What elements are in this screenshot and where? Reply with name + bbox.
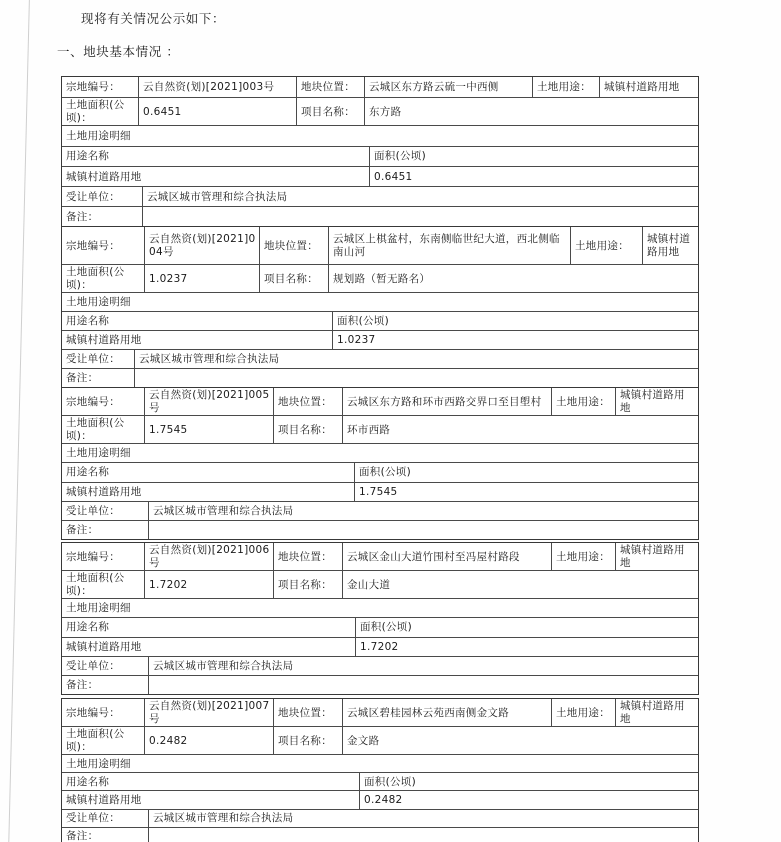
remark-label: 备注： bbox=[66, 211, 99, 224]
land-parcel-table-3 bbox=[61, 387, 699, 540]
table-row bbox=[62, 482, 698, 501]
remark-value bbox=[142, 207, 698, 226]
table-row bbox=[62, 292, 698, 311]
table-row bbox=[62, 754, 698, 772]
parcel-no-value: 云自然资(划)[2021]005号 bbox=[144, 388, 273, 415]
project-label: 项目名称： bbox=[259, 265, 328, 292]
use-area-value: 1.0237 bbox=[332, 331, 698, 349]
use-area-value: 1.7545 bbox=[354, 483, 698, 501]
parcel-no-label: 宗地编号： bbox=[66, 81, 120, 94]
location-label: 地块位置： bbox=[273, 699, 342, 726]
table-row bbox=[62, 146, 698, 166]
project-label: 项目名称： bbox=[273, 416, 342, 443]
table-row bbox=[62, 520, 698, 539]
table-row bbox=[62, 227, 698, 264]
project-value: 东方路 bbox=[364, 98, 698, 125]
use-name-value: 城镇村道路用地 bbox=[66, 793, 142, 806]
project-value: 环市西路 bbox=[342, 416, 698, 443]
intro-text: 现将有关情况公示如下： bbox=[81, 11, 226, 26]
location-value: 云城区东方路云硫一中西侧 bbox=[364, 77, 532, 97]
transferee-label: 受让单位： bbox=[66, 660, 120, 673]
land-use-value: 城镇村道路用地 bbox=[615, 388, 698, 415]
use-area-value: 1.7202 bbox=[355, 638, 698, 656]
area-value: 1.7202 bbox=[144, 571, 273, 598]
land-use-label: 土地用途： bbox=[551, 699, 615, 726]
table-row bbox=[62, 772, 698, 790]
use-name-value: 城镇村道路用地 bbox=[66, 170, 142, 183]
project-value: 规划路（暂无路名） bbox=[328, 265, 698, 292]
table-row bbox=[62, 206, 698, 226]
use-name-value: 城镇村道路用地 bbox=[66, 334, 142, 346]
section-title: 一、地块基本情况 ： bbox=[57, 44, 180, 59]
project-value: 金文路 bbox=[342, 727, 698, 754]
use-detail-header: 土地用途明细 bbox=[66, 447, 131, 460]
parcel-no-label: 宗地编号： bbox=[66, 550, 120, 563]
table-row bbox=[62, 125, 698, 145]
use-detail-header: 土地用途明细 bbox=[66, 602, 131, 615]
remark-value bbox=[148, 676, 698, 694]
table-row bbox=[62, 501, 698, 520]
use-name-header: 用途名称 bbox=[66, 315, 110, 327]
use-area-header: 面积(公顷) bbox=[355, 618, 698, 636]
location-value: 云城区东方路和环市西路交界口至目塱村 bbox=[342, 388, 551, 415]
table-row bbox=[62, 368, 698, 387]
remark-label: 备注： bbox=[66, 679, 99, 692]
use-name-value: 城镇村道路用地 bbox=[66, 640, 142, 653]
use-name-value: 城镇村道路用地 bbox=[66, 485, 142, 498]
parcel-no-label: 宗地编号： bbox=[66, 706, 120, 719]
transferee-value: 云城区城市管理和综合执法局 bbox=[148, 810, 698, 827]
parcel-no-value: 云自然资(划)[2021]004号 bbox=[144, 227, 259, 264]
table-row bbox=[62, 462, 698, 481]
use-area-header: 面积(公顷) bbox=[354, 463, 698, 481]
table-row bbox=[62, 617, 698, 636]
land-use-label: 土地用途： bbox=[551, 543, 615, 570]
location-value: 云城区碧桂园林云苑西南侧金文路 bbox=[342, 699, 551, 726]
table-row bbox=[62, 809, 698, 827]
area-value: 1.0237 bbox=[144, 265, 259, 292]
table-row bbox=[62, 77, 698, 97]
remark-value bbox=[148, 521, 698, 539]
use-name-header: 用途名称 bbox=[66, 621, 110, 634]
table-row bbox=[62, 675, 698, 694]
table-row bbox=[62, 264, 698, 292]
area-value: 0.6451 bbox=[138, 98, 296, 125]
remark-label: 备注： bbox=[66, 372, 99, 384]
area-value: 1.7545 bbox=[144, 416, 273, 443]
location-value: 云城区金山大道竹围村至冯屋村路段 bbox=[342, 543, 551, 570]
area-label: 土地面积(公顷)： bbox=[66, 99, 125, 125]
use-area-header: 面积(公顷) bbox=[332, 312, 698, 330]
land-parcel-table-4 bbox=[61, 542, 699, 695]
location-label: 地块位置： bbox=[273, 388, 342, 415]
project-label: 项目名称： bbox=[273, 727, 342, 754]
parcel-no-label: 宗地编号： bbox=[66, 239, 120, 252]
table-row bbox=[62, 415, 698, 443]
table-row bbox=[62, 726, 698, 754]
table-row bbox=[62, 330, 698, 349]
land-use-value: 城镇村道路用地 bbox=[599, 77, 698, 97]
use-name-header: 用途名称 bbox=[66, 466, 110, 479]
parcel-no-value: 云自然资(划)[2021]003号 bbox=[138, 77, 296, 97]
land-parcel-table-1 bbox=[61, 76, 699, 228]
table-row bbox=[62, 699, 698, 726]
area-label: 土地面积(公顷)： bbox=[66, 417, 125, 442]
transferee-label: 受让单位： bbox=[66, 812, 120, 825]
transferee-value: 云城区城市管理和综合执法局 bbox=[142, 187, 698, 206]
remark-label: 备注： bbox=[66, 830, 99, 842]
table-row bbox=[62, 570, 698, 598]
use-detail-header: 土地用途明细 bbox=[66, 757, 131, 770]
area-value: 0.2482 bbox=[144, 727, 273, 754]
table-row bbox=[62, 349, 698, 368]
table-row bbox=[62, 443, 698, 462]
use-name-header: 用途名称 bbox=[66, 150, 110, 163]
table-row bbox=[62, 166, 698, 186]
land-use-value: 城镇村道路用地 bbox=[642, 227, 698, 264]
location-label: 地块位置： bbox=[273, 543, 342, 570]
table-row bbox=[62, 656, 698, 675]
use-area-header: 面积(公顷) bbox=[369, 147, 698, 166]
use-detail-header: 土地用途明细 bbox=[66, 296, 131, 308]
use-area-header: 面积(公顷) bbox=[359, 773, 698, 790]
land-parcel-table-5 bbox=[61, 698, 699, 842]
parcel-no-value: 云自然资(划)[2021]006号 bbox=[144, 543, 273, 570]
transferee-value: 云城区城市管理和综合执法局 bbox=[134, 350, 698, 368]
remark-value bbox=[134, 369, 698, 387]
transferee-value: 云城区城市管理和综合执法局 bbox=[148, 502, 698, 520]
use-name-header: 用途名称 bbox=[66, 775, 110, 788]
remark-value bbox=[148, 828, 698, 842]
use-area-value: 0.6451 bbox=[369, 167, 698, 186]
area-label: 土地面积(公顷)： bbox=[66, 572, 125, 597]
land-use-label: 土地用途： bbox=[570, 227, 642, 264]
land-use-label: 土地用途： bbox=[532, 77, 599, 97]
land-use-label: 土地用途： bbox=[551, 388, 615, 415]
remark-label: 备注： bbox=[66, 524, 99, 537]
project-value: 金山大道 bbox=[342, 571, 698, 598]
transferee-label: 受让单位： bbox=[66, 505, 120, 518]
table-row bbox=[62, 637, 698, 656]
location-label: 地块位置： bbox=[296, 77, 364, 97]
transferee-label: 受让单位： bbox=[66, 353, 120, 365]
project-label: 项目名称： bbox=[296, 98, 364, 125]
location-label: 地块位置： bbox=[259, 227, 328, 264]
table-row bbox=[62, 97, 698, 125]
table-row bbox=[62, 543, 698, 570]
table-row bbox=[62, 186, 698, 206]
project-label: 项目名称： bbox=[273, 571, 342, 598]
table-row bbox=[62, 790, 698, 808]
area-label: 土地面积(公顷)： bbox=[66, 266, 125, 291]
parcel-no-value: 云自然资(划)[2021]007号 bbox=[144, 699, 273, 726]
table-row bbox=[62, 388, 698, 415]
use-area-value: 0.2482 bbox=[359, 791, 698, 808]
transferee-value: 云城区城市管理和综合执法局 bbox=[148, 657, 698, 675]
land-use-value: 城镇村道路用地 bbox=[615, 699, 698, 726]
parcel-no-label: 宗地编号： bbox=[66, 395, 120, 408]
use-detail-header: 土地用途明细 bbox=[66, 129, 131, 142]
table-row bbox=[62, 311, 698, 330]
area-label: 土地面积(公顷)： bbox=[66, 728, 125, 753]
table-row bbox=[62, 827, 698, 842]
land-parcel-table-2 bbox=[61, 226, 699, 388]
table-row bbox=[62, 598, 698, 617]
scan-edge-line bbox=[8, 0, 30, 842]
land-use-value: 城镇村道路用地 bbox=[615, 543, 698, 570]
location-value: 云城区上棋盆村，东南侧临世纪大道，西北侧临南山河 bbox=[328, 227, 570, 264]
transferee-label: 受让单位： bbox=[66, 190, 120, 203]
